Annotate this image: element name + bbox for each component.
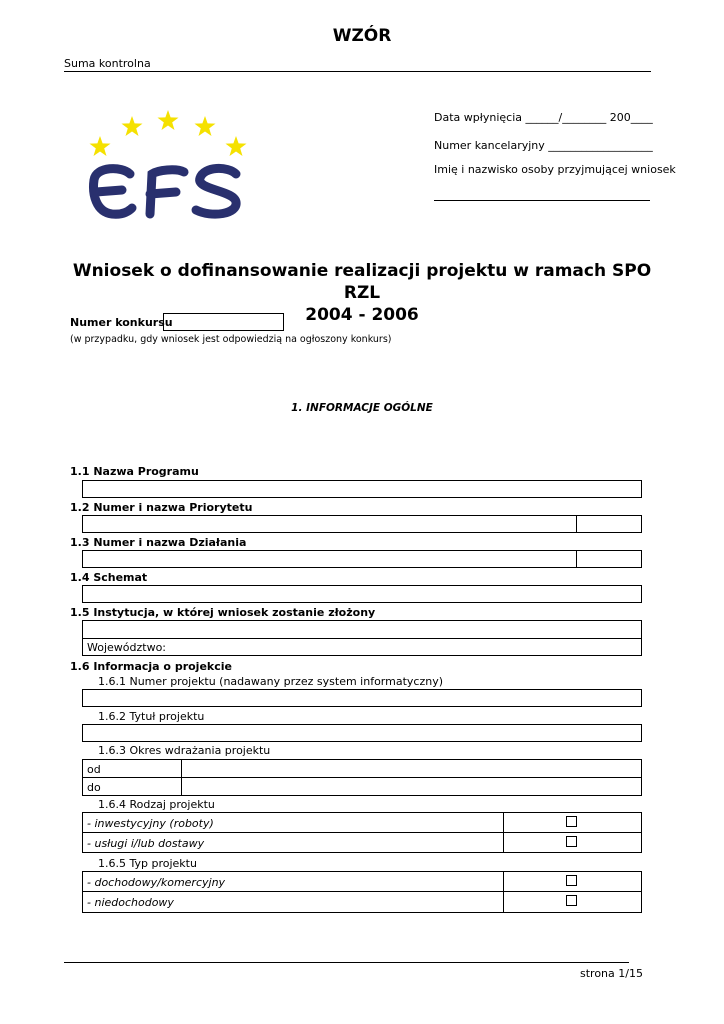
kind-services-label: - usługi i/lub dostawy bbox=[87, 837, 205, 850]
page-number: strona 1/15 bbox=[580, 967, 643, 980]
project-kind-col-divider bbox=[503, 813, 504, 852]
project-kind-row-divider bbox=[83, 832, 641, 833]
efs-logo bbox=[88, 108, 248, 224]
institution-input[interactable] bbox=[83, 621, 641, 637]
office-number-field: Numer kancelaryjny ___________________ bbox=[434, 139, 653, 152]
logo-letter-e bbox=[94, 169, 132, 215]
checksum-label: Suma kontrolna bbox=[64, 57, 151, 70]
contest-number-note: (w przypadku, gdy wniosek jest odpowiedzią na ogłoszony konkurs) bbox=[70, 334, 392, 345]
project-type-col-divider bbox=[503, 872, 504, 912]
document-stamp-title: WZÓR bbox=[332, 26, 392, 46]
contest-number-input[interactable] bbox=[163, 313, 284, 331]
kind-services-checkbox[interactable] bbox=[566, 836, 577, 847]
priority-number-input[interactable] bbox=[576, 516, 641, 532]
logo-letter-s bbox=[196, 168, 236, 214]
type-noncommercial-label: - niedochodowy bbox=[87, 896, 174, 909]
project-type-row-divider bbox=[83, 891, 641, 892]
document-title-line2: 2004 - 2006 bbox=[305, 305, 419, 325]
header-divider bbox=[64, 71, 651, 72]
logo-star-5 bbox=[226, 136, 247, 156]
document-title-line1: Wniosek o dofinansowanie realizacji projektu w ramach SPO RZL bbox=[72, 261, 652, 303]
implementation-period-label: 1.6.3 Okres wdrażania projektu bbox=[98, 744, 271, 757]
project-title-input[interactable] bbox=[82, 724, 642, 742]
program-name-label: 1.1 Nazwa Programu bbox=[70, 465, 199, 478]
logo-letter-f bbox=[150, 170, 184, 214]
logo-star-4 bbox=[90, 136, 111, 156]
footer-divider bbox=[64, 962, 629, 963]
priority-name-input[interactable] bbox=[83, 516, 575, 532]
project-type-table bbox=[82, 871, 642, 913]
scheme-label: 1.4 Schemat bbox=[70, 571, 148, 584]
logo-star-2 bbox=[158, 110, 179, 130]
voivodeship-label: Województwo: bbox=[87, 641, 167, 654]
measure-name-input[interactable] bbox=[83, 551, 575, 567]
period-from-input[interactable] bbox=[182, 760, 641, 776]
type-noncommercial-checkbox[interactable] bbox=[566, 895, 577, 906]
program-name-input[interactable] bbox=[82, 480, 642, 498]
institution-label: 1.5 Instytucja, w której wniosek zostanie złożony bbox=[70, 606, 376, 619]
receipt-date-field: Data wpłynięcia ______/________ 200____ bbox=[434, 111, 653, 124]
project-info-heading: 1.6 Informacja o projekcie bbox=[70, 660, 232, 673]
type-commercial-checkbox[interactable] bbox=[566, 875, 577, 886]
project-title-label: 1.6.2 Tytuł projektu bbox=[98, 710, 205, 723]
measure-label: 1.3 Numer i nazwa Działania bbox=[70, 536, 247, 549]
section-heading: 1. INFORMACJE OGÓLNE bbox=[291, 402, 433, 414]
period-to-label: do bbox=[87, 781, 101, 794]
type-commercial-label: - dochodowy/komercyjny bbox=[87, 876, 226, 889]
kind-investment-label: - inwestycyjny (roboty) bbox=[87, 817, 214, 830]
measure-number-input[interactable] bbox=[576, 551, 641, 567]
voivodeship-input[interactable] bbox=[170, 639, 640, 655]
logo-star-3 bbox=[195, 116, 216, 136]
priority-label: 1.2 Numer i nazwa Priorytetu bbox=[70, 501, 253, 514]
kind-investment-checkbox[interactable] bbox=[566, 816, 577, 827]
receiver-name-label: Imię i nazwisko osoby przyjmującej wniosek bbox=[434, 163, 676, 176]
project-number-input[interactable] bbox=[82, 689, 642, 707]
project-number-label: 1.6.1 Numer projektu (nadawany przez system informatyczny) bbox=[98, 675, 444, 688]
period-from-label: od bbox=[87, 763, 101, 776]
project-type-label: 1.6.5 Typ projektu bbox=[98, 857, 197, 870]
project-kind-table bbox=[82, 812, 642, 853]
project-kind-label: 1.6.4 Rodzaj projektu bbox=[98, 798, 215, 811]
period-to-input[interactable] bbox=[182, 777, 641, 794]
contest-number-label: Numer konkursu bbox=[70, 316, 173, 329]
logo-star-1 bbox=[122, 116, 143, 136]
scheme-input[interactable] bbox=[82, 585, 642, 603]
receiver-name-line bbox=[434, 200, 650, 201]
